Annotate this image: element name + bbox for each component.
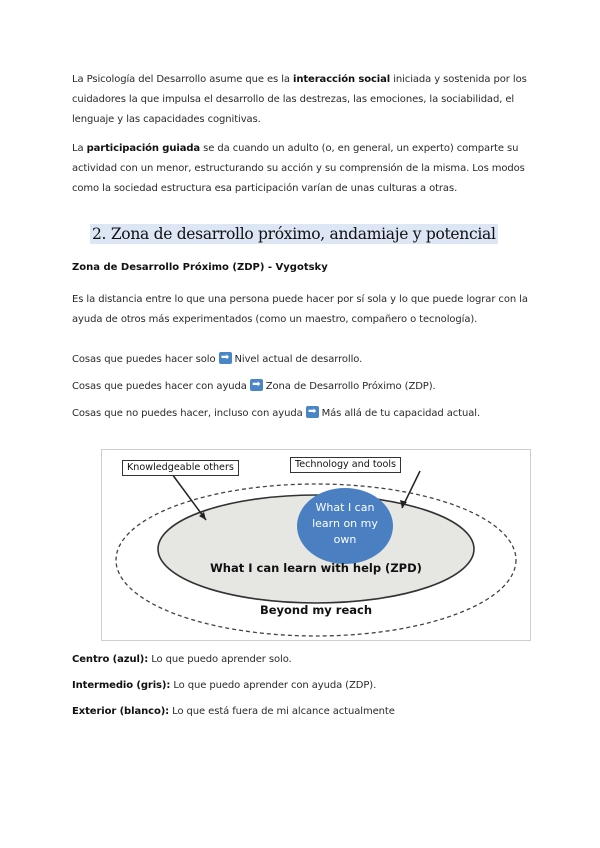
legend-line	[72, 650, 532, 670]
intro-text: iniciada y sostenida por los cuidadores la que impulsa el desarrollo de las destrezas, las emociones, la sociabilidad, el lenguaje y las capacidades cognitivas.	[72, 74, 527, 125]
intro-bold-term: interacción social	[293, 74, 391, 85]
legend-text: Lo que puedo aprender solo.	[148, 654, 292, 665]
level-right: Zona de Desarrollo Próximo (ZDP).	[265, 381, 436, 392]
level-line	[72, 377, 532, 397]
intro-bold-term: participación guiada	[86, 143, 201, 154]
middle-ring-label: What I can learn with help (ZPD)	[210, 561, 422, 575]
zdp-definition: Es la distancia entre lo que una persona puede hacer por sí sola y lo que puede lograr con la ayuda de otros más experimentados (como un maestro, compañero o tecnología).	[72, 294, 528, 325]
level-right: Más allá de tu capacidad actual.	[321, 408, 481, 419]
legend-line	[72, 702, 532, 722]
legend-line	[72, 676, 532, 696]
label-technology-tools: Technology and tools	[290, 457, 401, 473]
level-left: Cosas que no puedes hacer, incluso con ayuda	[72, 408, 303, 419]
section-heading: 2. Zona de desarrollo próximo, andamiaje y potencial	[92, 225, 496, 243]
label-knowledgeable-others: Knowledgeable others	[122, 460, 239, 476]
intro-text: se da cuando un adulto (o, en general, un experto) comparte su actividad con un menor, estructurando su acción y su comprensión de la misma. Los modos como la sociedad estructura esa participación varían de unas culturas a otras.	[72, 143, 525, 194]
right-arrow-icon: ➡	[219, 352, 232, 364]
legend-text: Lo que puedo aprender con ayuda (ZDP).	[170, 680, 377, 691]
level-right: Nivel actual de desarrollo.	[234, 354, 363, 365]
right-arrow-icon: ➡	[250, 379, 263, 391]
level-line	[72, 350, 532, 370]
intro-paragraph-1	[72, 70, 532, 130]
zpd-diagram	[101, 449, 531, 641]
level-left: Cosas que puedes hacer solo	[72, 354, 216, 365]
legend-key: Centro (azul):	[72, 654, 149, 665]
outer-ring-label: Beyond my reach	[259, 603, 373, 617]
right-arrow-icon: ➡	[306, 406, 319, 418]
inner-circle-label: What I can learn on my own	[312, 501, 378, 546]
legend-text: Lo que está fuera de mi alcance actualmente	[169, 706, 395, 717]
level-left: Cosas que puedes hacer con ayuda	[72, 381, 247, 392]
legend-key: Exterior (blanco):	[72, 706, 170, 717]
section-subheading: Zona de Desarrollo Próximo (ZDP) - Vygotsky	[72, 262, 328, 273]
intro-paragraph-2	[72, 139, 532, 199]
intro-text: La	[72, 143, 87, 154]
intro-text: La Psicología del Desarrollo asume que es la	[72, 74, 294, 85]
legend-key: Intermedio (gris):	[72, 680, 171, 691]
level-line	[72, 404, 532, 424]
